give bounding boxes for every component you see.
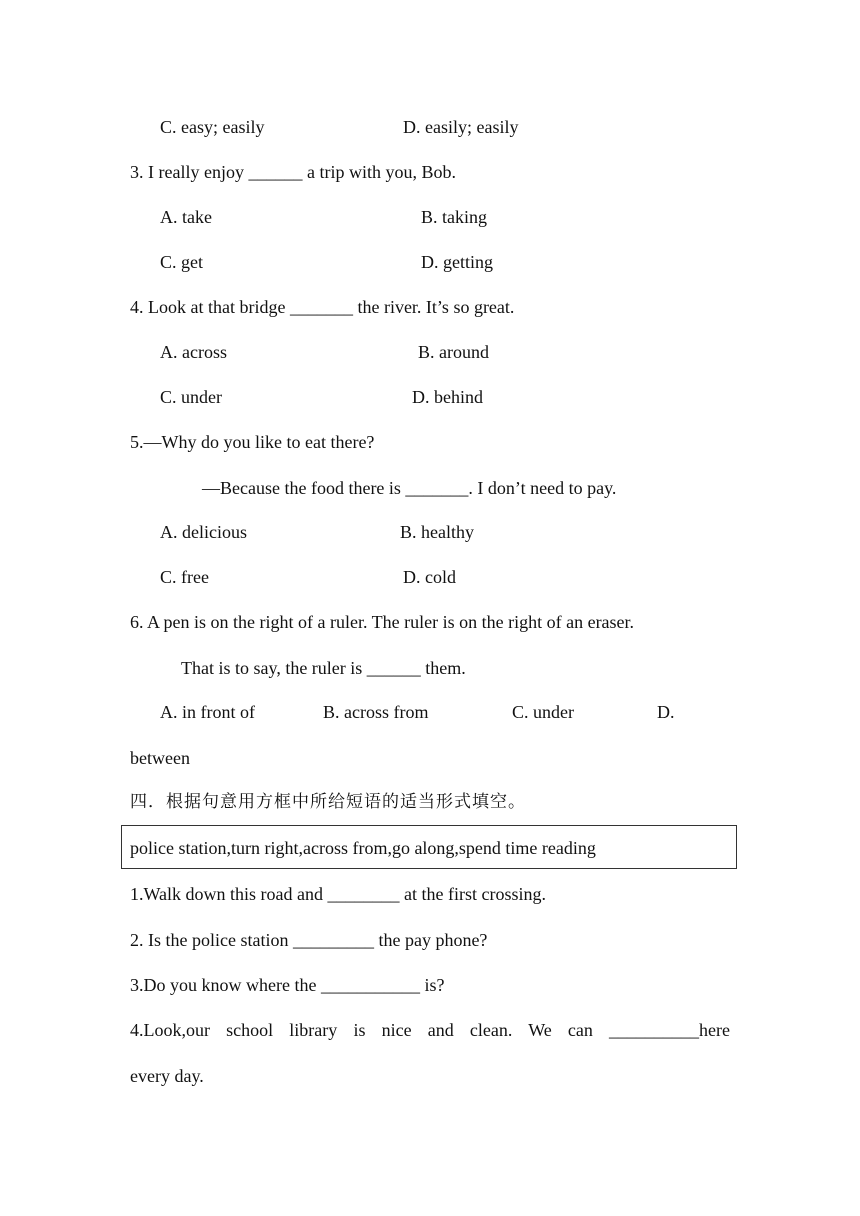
fill-item-1: 1.Walk down this road and ________ at the first crossing. <box>130 884 546 904</box>
q5-option-d: D. cold <box>403 567 456 587</box>
q4-option-d: D. behind <box>412 387 483 407</box>
section-heading: 四．根据句意用方框中所给短语的适当形式填空。 <box>130 792 526 812</box>
q5-stem: 5.—Why do you like to eat there? <box>130 432 375 452</box>
q5-option-b: B. healthy <box>400 522 474 542</box>
phrase-box <box>121 825 737 869</box>
fill-item-2: 2. Is the police station _________ the pay phone? <box>130 930 488 950</box>
q3-option-a: A. take <box>160 207 212 227</box>
q6-stem-continued: That is to say, the ruler is ______ them. <box>181 658 466 678</box>
fill-item-4: 4.Look,our school library is nice and clean. We can __________here <box>130 1020 730 1040</box>
q4-option-b: B. around <box>418 342 489 362</box>
q2-option-c: C. easy; easily <box>160 117 265 137</box>
q4-stem: 4. Look at that bridge _______ the river. It’s so great. <box>130 297 515 317</box>
q3-option-d: D. getting <box>421 252 493 272</box>
phrase-box-text: police station,turn right,across from,go along,spend time reading <box>130 838 596 858</box>
q3-option-c: C. get <box>160 252 203 272</box>
q6-option-a: A. in front of <box>160 702 255 722</box>
q3-stem: 3. I really enjoy ______ a trip with you, Bob. <box>130 162 456 182</box>
q3-option-b: B. taking <box>421 207 487 227</box>
q5-option-c: C. free <box>160 567 209 587</box>
q6-stem: 6. A pen is on the right of a ruler. The ruler is on the right of an eraser. <box>130 612 635 632</box>
fill-item-4-continued: every day. <box>130 1066 204 1086</box>
q6-option-c: C. under <box>512 702 574 722</box>
q5-stem-response: —Because the food there is _______. I don’t need to pay. <box>202 478 617 498</box>
q6-option-d-wrap: between <box>130 748 190 768</box>
q4-option-a: A. across <box>160 342 227 362</box>
fill-item-3: 3.Do you know where the ___________ is? <box>130 975 445 995</box>
q6-option-d: D. <box>657 702 675 722</box>
q4-option-c: C. under <box>160 387 222 407</box>
q6-option-b: B. across from <box>323 702 429 722</box>
q5-option-a: A. delicious <box>160 522 247 542</box>
q2-option-d: D. easily; easily <box>403 117 519 137</box>
